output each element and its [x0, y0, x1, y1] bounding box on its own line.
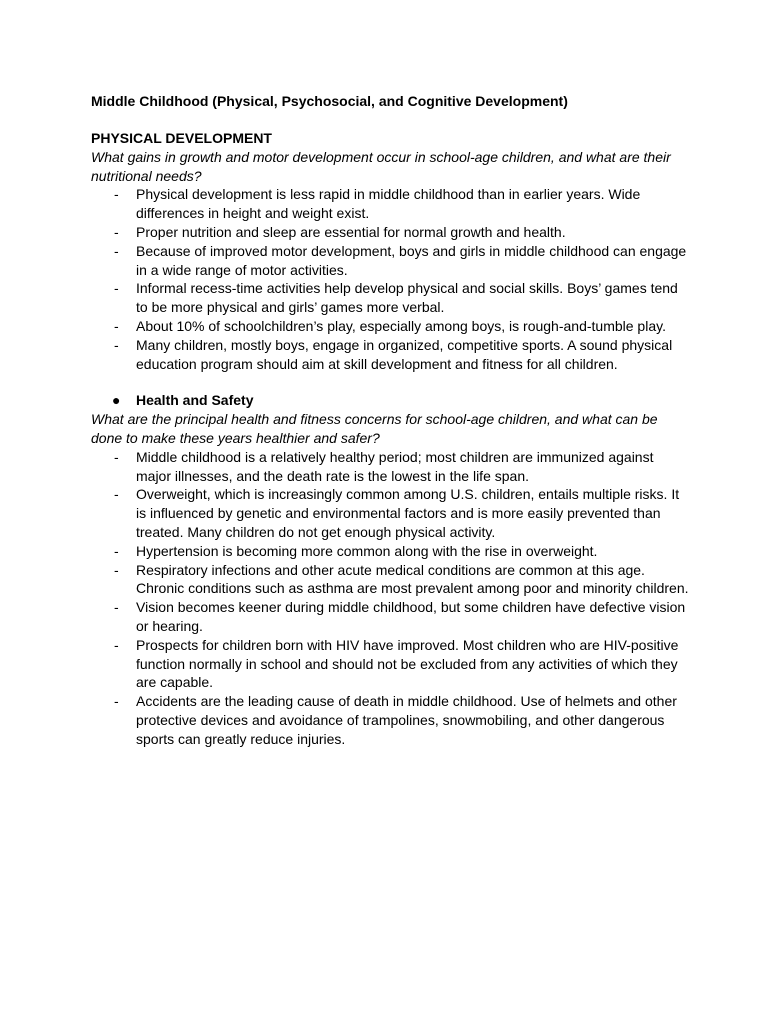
list-item-text: Overweight, which is increasingly common among U.S. children, entails multiple risks. It is influenced by genetic and environmental factors and is more easily prevented than treated. Many children do not get enough physical activity.	[136, 486, 680, 540]
dash-marker: -	[114, 317, 119, 334]
dash-marker: -	[114, 636, 119, 653]
list-item	[91, 561, 691, 599]
list-item	[91, 542, 691, 561]
physical-development-heading: PHYSICAL DEVELOPMENT	[91, 130, 272, 146]
dash-marker: -	[114, 486, 119, 503]
dash-marker: -	[114, 561, 119, 578]
list-item	[91, 223, 691, 242]
dash-marker: -	[114, 336, 119, 353]
dash-marker: -	[114, 599, 119, 616]
list-item-text: Respiratory infections and other acute medical conditions are common at this age. Chronic conditions such as asthma are most prevalent among poor and minority children.	[136, 561, 689, 597]
list-item-text: Informal recess-time activities help develop physical and social skills. Boys’ games tend to be more physical and girls’ games more verbal.	[136, 280, 678, 316]
list-item	[91, 448, 691, 486]
physical-development-list	[91, 185, 691, 373]
list-item-text: Many children, mostly boys, engage in organized, competitive sports. A sound physical education program should aim at skill development and fitness for all children.	[136, 336, 673, 372]
list-item-text: Because of improved motor development, boys and girls in middle childhood can engage in a wide range of motor activities.	[136, 242, 687, 278]
list-item-text: About 10% of schoolchildren’s play, especially among boys, is rough-and-tumble play.	[136, 317, 666, 334]
list-item	[91, 598, 691, 636]
list-item	[91, 279, 691, 317]
list-item-text: Proper nutrition and sleep are essential for normal growth and health.	[136, 223, 566, 240]
document-title: Middle Childhood (Physical, Psychosocial, and Cognitive Development)	[91, 93, 568, 109]
list-item	[91, 636, 691, 692]
dash-marker: -	[114, 223, 119, 240]
list-item-text: Accidents are the leading cause of death in middle childhood. Use of helmets and other protective devices and avoidance of trampolines, snowmobiling, and other dangerous sports can greatly reduce injuries.	[136, 693, 677, 747]
list-item-text: Vision becomes keener during middle childhood, but some children have defective vision or hearing.	[136, 599, 686, 634]
list-item	[91, 185, 691, 223]
list-item-text: Physical development is less rapid in middle childhood than in earlier years. Wide differences in height and weight exist.	[136, 186, 641, 222]
dash-marker: -	[114, 280, 119, 297]
document-body	[91, 92, 691, 749]
list-item	[91, 242, 691, 280]
list-item	[91, 692, 691, 748]
health-and-safety-question: What are the principal health and fitness concerns for school-age children, and what can be done to make these years healthier and safer?	[91, 411, 658, 446]
bullet-icon: ●	[112, 392, 121, 409]
health-and-safety-heading	[91, 391, 691, 410]
dash-marker: -	[114, 186, 119, 203]
health-and-safety-list	[91, 448, 691, 749]
dash-marker: -	[114, 242, 119, 259]
list-item-text: Prospects for children born with HIV have improved. Most children who are HIV-positive function normally in school and should not be excluded from any activities of which they are capable.	[136, 636, 679, 691]
dash-marker: -	[114, 693, 119, 710]
list-item	[91, 336, 691, 374]
physical-development-question: What gains in growth and motor development occur in school-age children, and what are their nutritional needs?	[91, 148, 671, 184]
list-item-text: Middle childhood is a relatively healthy period; most children are immunized against major illnesses, and the death rate is the lowest in the life span.	[136, 448, 654, 484]
list-item-text: Hypertension is becoming more common along with the rise in overweight.	[136, 542, 598, 559]
list-item	[91, 485, 691, 541]
list-item	[91, 317, 691, 336]
dash-marker: -	[114, 542, 119, 559]
health-and-safety-heading-text: Health and Safety	[136, 392, 254, 409]
dash-marker: -	[114, 448, 119, 465]
